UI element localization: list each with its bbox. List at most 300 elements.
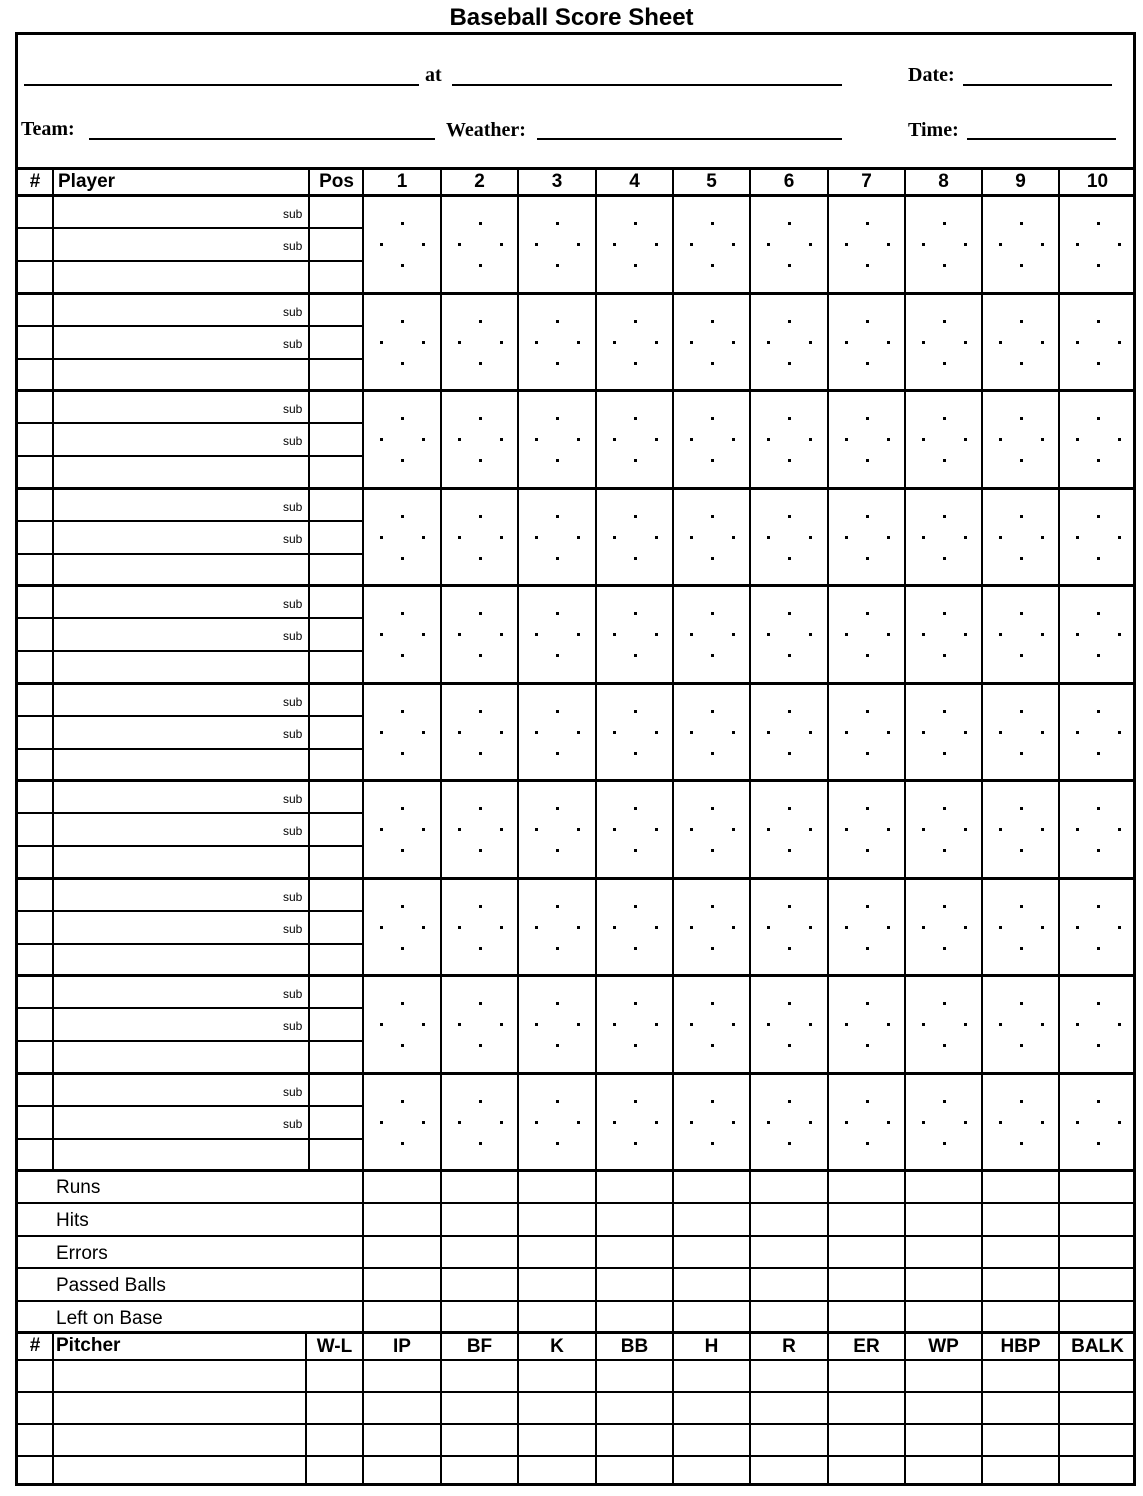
diamond-dot [887,243,890,246]
diamond-dot [964,731,967,734]
batter-slot-line [15,779,1136,782]
diamond-dot [922,926,925,929]
sub-label: sub [283,597,303,611]
diamond-dot [556,1142,559,1145]
inning-header-10: 10 [1086,171,1109,192]
batter-row-line [15,455,363,457]
diamond-dot [845,536,848,539]
diamond-dot [634,417,637,420]
diamond-dot [401,320,404,323]
diamond-dot [500,341,503,344]
diamond-dot [943,264,946,267]
inning-header-6: 6 [783,171,795,192]
diamond-dot [500,243,503,246]
diamond-dot [458,243,461,246]
diamond-dot [711,362,714,365]
diamond-dot [500,828,503,831]
diamond-dot [380,438,383,441]
diamond-dot [690,536,693,539]
diamond-dot [380,1023,383,1026]
diamond-dot [999,1023,1002,1026]
diamond-dot [535,243,538,246]
diamond-dot [479,947,482,950]
inning-header-9: 9 [1015,171,1026,192]
diamond-dot [887,1121,890,1124]
diamond-dot [845,633,848,636]
diamond-dot [943,947,946,950]
diamond-dot [1118,536,1121,539]
diamond-dot [535,828,538,831]
diamond-dot [711,417,714,420]
diamond-dot [380,243,383,246]
diamond-dot [458,438,461,441]
diamond-dot [788,459,791,462]
diamond-dot [845,243,848,246]
diamond-dot [577,828,580,831]
diamond-dot [422,438,425,441]
diamond-dot [479,905,482,908]
diamond-dot [613,828,616,831]
pitching-header-ip: IP [393,1336,411,1357]
inning-header-1: 1 [396,171,408,192]
batter-slot-line [15,1169,1136,1172]
diamond-dot [866,459,869,462]
totals-label-hits: Hits [56,1210,89,1231]
pitching-header-bf: BF [466,1336,493,1357]
diamond-dot [690,438,693,441]
diamond-dot [1097,1002,1100,1005]
diamond-dot [401,557,404,560]
diamond-dot [999,438,1002,441]
totals-label-errors: Errors [56,1243,108,1264]
diamond-dot [922,731,925,734]
pitching-row-line [15,1455,1136,1457]
diamond-dot [711,654,714,657]
diamond-dot [887,633,890,636]
diamond-dot [401,752,404,755]
diamond-dot [943,1044,946,1047]
diamond-dot [613,926,616,929]
diamond-dot [401,1100,404,1103]
inning-header-4: 4 [629,171,640,192]
diamond-dot [380,926,383,929]
diamond-dot [401,222,404,225]
totals-row-line [15,1235,1136,1237]
diamond-dot [1041,633,1044,636]
diamond-dot [690,731,693,734]
diamond-dot [577,536,580,539]
diamond-dot [964,926,967,929]
diamond-dot [556,654,559,657]
diamond-dot [809,438,812,441]
diamond-dot [809,243,812,246]
inning-column-line [827,168,829,1170]
diamond-dot [422,633,425,636]
date-field[interactable] [963,84,1112,86]
diamond-dot [1076,828,1079,831]
batter-row-line [15,748,363,750]
diamond-dot [711,807,714,810]
diamond-dot [634,807,637,810]
diamond-dot [556,1100,559,1103]
diamond-dot [458,633,461,636]
diamond-dot [767,926,770,929]
diamond-dot [690,243,693,246]
batter-row-line [15,520,363,522]
diamond-dot [943,1142,946,1145]
diamond-dot [1097,320,1100,323]
diamond-dot [767,1121,770,1124]
diamond-dot [422,1023,425,1026]
diamond-dot [732,1023,735,1026]
diamond-dot [711,264,714,267]
inning-column-line [517,168,519,1170]
diamond-dot [1020,710,1023,713]
inning-header-2: 2 [474,171,485,192]
time-field[interactable] [967,138,1116,140]
diamond-dot [479,612,482,615]
diamond-dot [401,459,404,462]
diamond-dot [711,1142,714,1145]
batter-row-line [15,422,363,424]
diamond-dot [1020,557,1023,560]
weather-field[interactable] [537,138,842,140]
diamond-dot [479,654,482,657]
diamond-dot [1076,536,1079,539]
diamond-dot [866,1044,869,1047]
batter-row-line [15,227,363,229]
diamond-dot [922,243,925,246]
diamond-dot [711,557,714,560]
diamond-dot [788,515,791,518]
diamond-dot [422,536,425,539]
batter-slot-line [15,974,1136,977]
totals-row-line [15,1202,1136,1204]
diamond-dot [401,417,404,420]
diamond-dot [922,438,925,441]
diamond-dot [866,515,869,518]
diamond-dot [767,438,770,441]
diamond-dot [1097,557,1100,560]
totals-label-passed-balls: Passed Balls [56,1275,166,1296]
totals-column-line [595,1170,597,1332]
diamond-dot [556,612,559,615]
diamond-dot [577,731,580,734]
diamond-dot [809,1121,812,1124]
diamond-dot [577,633,580,636]
totals-bottom-line [15,1331,1136,1334]
diamond-dot [1041,341,1044,344]
diamond-dot [401,264,404,267]
diamond-dot [479,222,482,225]
totals-column-line [440,1170,442,1332]
sub-label: sub [283,1085,303,1099]
diamond-dot [845,341,848,344]
diamond-dot [999,536,1002,539]
inning-column-line [749,168,751,1170]
sub-label: sub [283,792,303,806]
diamond-dot [1020,849,1023,852]
diamond-dot [479,710,482,713]
diamond-dot [943,612,946,615]
diamond-dot [535,536,538,539]
diamond-dot [767,341,770,344]
diamond-dot [1020,264,1023,267]
diamond-dot [964,828,967,831]
diamond-dot [479,807,482,810]
diamond-dot [577,926,580,929]
diamond-dot [887,341,890,344]
batter-slot-line [15,1072,1136,1075]
diamond-dot [767,633,770,636]
diamond-dot [556,849,559,852]
diamond-dot [922,536,925,539]
diamond-dot [711,1044,714,1047]
sub-label: sub [283,239,303,253]
diamond-dot [479,264,482,267]
team-field[interactable] [89,138,435,140]
diamond-dot [1118,1121,1121,1124]
sub-label: sub [283,305,303,319]
diamond-dot [1020,1142,1023,1145]
diamond-dot [479,1100,482,1103]
pitching-header-line [15,1359,1136,1361]
diamond-dot [788,320,791,323]
diamond-dot [866,905,869,908]
diamond-dot [556,1044,559,1047]
diamond-dot [887,536,890,539]
diamond-dot [1118,828,1121,831]
diamond-dot [711,710,714,713]
diamond-dot [732,341,735,344]
diamond-dot [788,752,791,755]
diamond-dot [655,1121,658,1124]
sub-label: sub [283,922,303,936]
diamond-dot [866,557,869,560]
diamond-dot [690,633,693,636]
batter-row-line [15,910,363,912]
diamond-dot [767,536,770,539]
diamond-dot [1097,807,1100,810]
diamond-dot [1041,1121,1044,1124]
diamond-dot [788,362,791,365]
lineup-header-bottom-line [15,194,1136,197]
diamond-dot [1118,341,1121,344]
batter-row-line [15,1138,363,1140]
diamond-dot [1041,926,1044,929]
diamond-dot [964,243,967,246]
batter-row-line [15,1007,363,1009]
diamond-dot [809,731,812,734]
diamond-dot [556,264,559,267]
totals-row-line [15,1267,1136,1269]
sub-label: sub [283,434,303,448]
diamond-dot [1118,633,1121,636]
diamond-dot [845,926,848,929]
diamond-dot [479,417,482,420]
diamond-dot [634,752,637,755]
diamond-dot [767,1023,770,1026]
totals-column-line [362,1170,364,1332]
diamond-dot [943,222,946,225]
diamond-dot [500,1121,503,1124]
diamond-dot [634,849,637,852]
diamond-dot [479,849,482,852]
diamond-dot [479,1142,482,1145]
diamond-dot [401,612,404,615]
diamond-dot [690,828,693,831]
sub-label: sub [283,337,303,351]
diamond-dot [845,731,848,734]
diamond-dot [577,438,580,441]
diamond-dot [1020,1100,1023,1103]
diamond-dot [556,417,559,420]
diamond-dot [1020,417,1023,420]
diamond-dot [866,947,869,950]
diamond-dot [1020,654,1023,657]
diamond-dot [634,362,637,365]
batter-slot-line [15,584,1136,587]
diamond-dot [556,320,559,323]
diamond-dot [866,1100,869,1103]
pitching-header-h: H [704,1336,719,1357]
diamond-dot [479,459,482,462]
inning-column-line [672,168,674,1170]
game-away-field[interactable] [24,84,419,86]
at-label: at [425,64,442,86]
totals-column-line [1058,1170,1060,1332]
diamond-dot [577,243,580,246]
diamond-dot [1097,222,1100,225]
diamond-dot [380,536,383,539]
diamond-dot [809,926,812,929]
diamond-dot [380,828,383,831]
diamond-dot [732,243,735,246]
diamond-dot [479,1002,482,1005]
diamond-dot [943,1100,946,1103]
inning-column-line [981,168,983,1170]
diamond-dot [788,1002,791,1005]
diamond-dot [922,633,925,636]
diamond-dot [556,710,559,713]
weather-label: Weather: [446,119,526,141]
diamond-dot [964,341,967,344]
diamond-dot [943,459,946,462]
totals-column-line [517,1170,519,1332]
batter-row-line [15,553,363,555]
diamond-dot [866,752,869,755]
diamond-dot [999,926,1002,929]
inning-column-line [362,168,364,1170]
diamond-dot [845,1121,848,1124]
batter-row-line [15,325,363,327]
diamond-dot [866,320,869,323]
diamond-dot [401,1142,404,1145]
diamond-dot [1076,243,1079,246]
diamond-dot [866,362,869,365]
diamond-dot [1097,1142,1100,1145]
diamond-dot [401,947,404,950]
diamond-dot [1020,752,1023,755]
sub-label: sub [283,824,303,838]
diamond-dot [964,1121,967,1124]
diamond-dot [711,849,714,852]
diamond-dot [613,536,616,539]
diamond-dot [422,341,425,344]
diamond-dot [535,341,538,344]
diamond-dot [401,1002,404,1005]
diamond-dot [1020,1044,1023,1047]
diamond-dot [1076,341,1079,344]
batter-row-line [15,358,363,360]
diamond-dot [788,417,791,420]
pitching-header-hbp: HBP [1000,1336,1041,1357]
totals-column-line [827,1170,829,1332]
diamond-dot [1097,849,1100,852]
sub-label: sub [283,207,303,221]
batter-slot-line [15,487,1136,490]
diamond-dot [866,807,869,810]
batter-row-line [15,1040,363,1042]
diamond-dot [556,1002,559,1005]
diamond-dot [943,515,946,518]
diamond-dot [380,1121,383,1124]
diamond-dot [535,1121,538,1124]
diamond-dot [999,828,1002,831]
sub-label: sub [283,402,303,416]
sub-label: sub [283,532,303,546]
game-home-field[interactable] [452,84,842,86]
diamond-dot [655,828,658,831]
team-label: Team: [21,118,75,140]
diamond-dot [500,731,503,734]
pitching-header-w-l: W-L [316,1336,353,1357]
diamond-dot [845,828,848,831]
diamond-dot [401,849,404,852]
diamond-dot [922,1023,925,1026]
diamond-dot [845,438,848,441]
diamond-dot [401,905,404,908]
batter-row-line [15,1105,363,1107]
diamond-dot [634,557,637,560]
diamond-dot [556,807,559,810]
diamond-dot [634,947,637,950]
diamond-dot [1041,731,1044,734]
diamond-dot [556,557,559,560]
diamond-dot [887,828,890,831]
diamond-dot [711,1002,714,1005]
diamond-dot [556,362,559,365]
diamond-dot [1097,654,1100,657]
diamond-dot [655,731,658,734]
totals-label-left-on-base: Left on Base [56,1308,163,1329]
batter-row-line [15,812,363,814]
diamond-dot [866,654,869,657]
diamond-dot [613,1023,616,1026]
inning-column-line [440,168,442,1170]
diamond-dot [422,828,425,831]
diamond-dot [943,320,946,323]
diamond-dot [964,536,967,539]
diamond-dot [655,633,658,636]
diamond-dot [1041,1023,1044,1026]
diamond-dot [577,1023,580,1026]
diamond-dot [479,557,482,560]
batter-row-line [15,845,363,847]
batter-row-line [15,715,363,717]
diamond-dot [479,362,482,365]
diamond-dot [613,243,616,246]
